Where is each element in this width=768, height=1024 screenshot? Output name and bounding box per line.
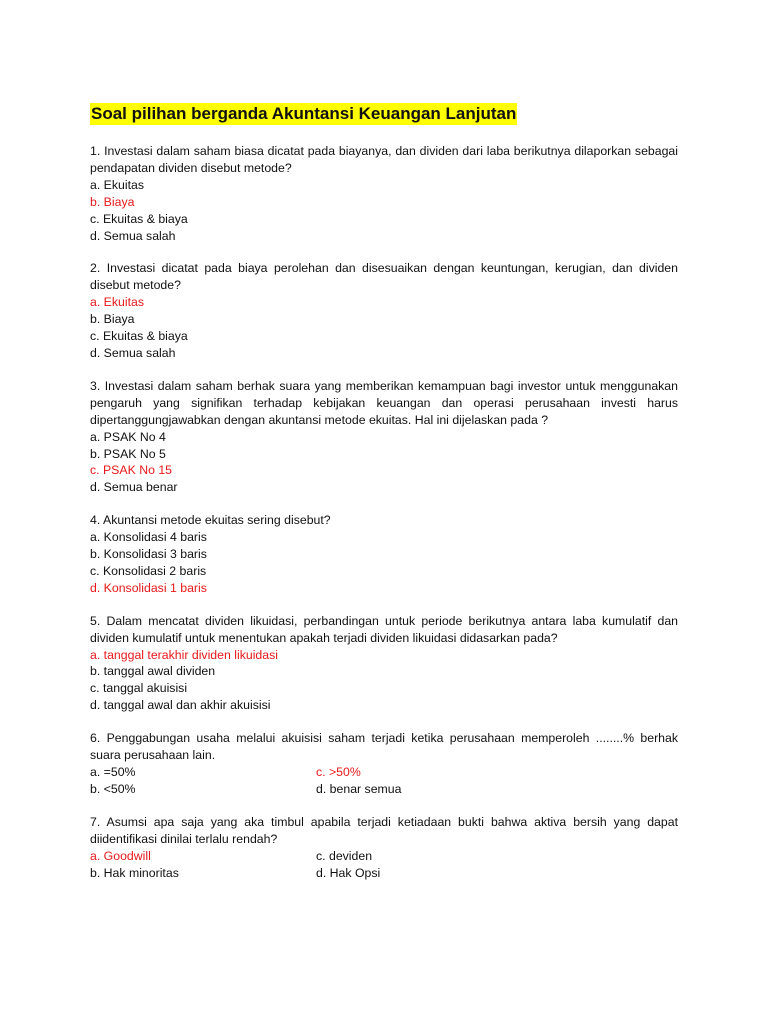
question-text: 4. Akuntansi metode ekuitas sering disebut? — [90, 513, 331, 528]
option-a: a. Ekuitas — [90, 177, 144, 192]
option-c: c. deviden — [316, 848, 373, 863]
option-b: b. Konsolidasi 3 baris — [90, 547, 207, 562]
option-a: a. Konsolidasi 4 baris — [90, 530, 207, 545]
question-text: 1. Investasi dalam saham biasa dicatat pada biayanya, dan dividen dari laba berikutnya dilaporkan sebagai pendapatan dividen disebut metode? — [90, 144, 678, 175]
option-d: d. tanggal awal dan akhir akuisisi — [90, 698, 271, 713]
question-6 — [90, 730, 678, 798]
option-a: a. =50% — [90, 765, 136, 779]
options-grid — [90, 764, 678, 798]
question-3 — [90, 378, 678, 496]
option-a-correct: a. Ekuitas — [90, 295, 144, 310]
option-c: c. Ekuitas & biaya — [90, 329, 188, 344]
option-b: b. <50% — [90, 781, 136, 796]
option-d: d. Semua salah — [90, 345, 176, 360]
option-d: d. Semua salah — [90, 228, 176, 243]
option-b: b. Hak minoritas — [90, 865, 179, 880]
option-b: b. tanggal awal dividen — [90, 664, 216, 679]
option-c: c. Konsolidasi 2 baris — [90, 563, 207, 578]
option-c: c. Ekuitas & biaya — [90, 211, 188, 226]
option-a: a. PSAK No 4 — [90, 429, 166, 444]
question-text: 5. Dalam mencatat dividen likuidasi, perbandingan untuk periode berikutnya antara laba kumulatif dan dividen kumulatif untuk menentukan apakah terjadi dividen likuidasi didasarkan pada? — [90, 613, 678, 645]
question-2 — [90, 260, 678, 361]
question-text: 3. Investasi dalam saham berhak suara yang memberikan kemampuan bagi investor untuk menggunakan pengaruh yang signifikan terhadap kebijakan keuangan dan operasi perusahaan investi harus dipertanggungjawabkan dengan akuntansi metode ekuitas. Hal ini dijelaskan pada ? — [90, 378, 678, 427]
question-5 — [90, 613, 678, 714]
question-1 — [90, 143, 678, 244]
option-b: b. Biaya — [90, 312, 135, 327]
question-text: 2. Investasi dicatat pada biaya perolehan dan disesuaikan dengan keuntungan, kerugian, dan dividen disebut metode? — [90, 261, 678, 293]
page-title: Soal pilihan berganda Akuntansi Keuangan Lanjutan — [91, 104, 517, 123]
option-c-correct: c. PSAK No 15 — [90, 463, 173, 478]
option-d: d. Semua benar — [90, 480, 178, 495]
option-a-correct: a. tanggal terakhir dividen likuidasi — [90, 647, 278, 662]
option-a-correct: a. Goodwill — [90, 848, 151, 863]
question-4 — [90, 512, 678, 597]
option-b: b. PSAK No 5 — [90, 446, 166, 461]
option-c-correct: c. >50% — [316, 765, 361, 779]
question-text: 7. Asumsi apa saja yang aka timbul apabila terjadi ketiadaan bukti bahwa aktiva bersih yang dapat diidentifikasi dinilai terlalu rendah? — [90, 814, 678, 846]
option-d-correct: d. Konsolidasi 1 baris — [90, 580, 207, 595]
question-text: 6. Penggabungan usaha melalui akuisisi saham terjadi ketika perusahaan memperoleh ........% berhak suara perusahaan lain. — [90, 731, 678, 763]
question-7 — [90, 814, 678, 882]
option-d: d. benar semua — [316, 781, 402, 796]
option-d: d. Hak Opsi — [316, 865, 381, 880]
options-grid — [90, 848, 678, 882]
option-b-correct: b. Biaya — [90, 194, 135, 209]
option-c: c. tanggal akuisisi — [90, 681, 188, 696]
